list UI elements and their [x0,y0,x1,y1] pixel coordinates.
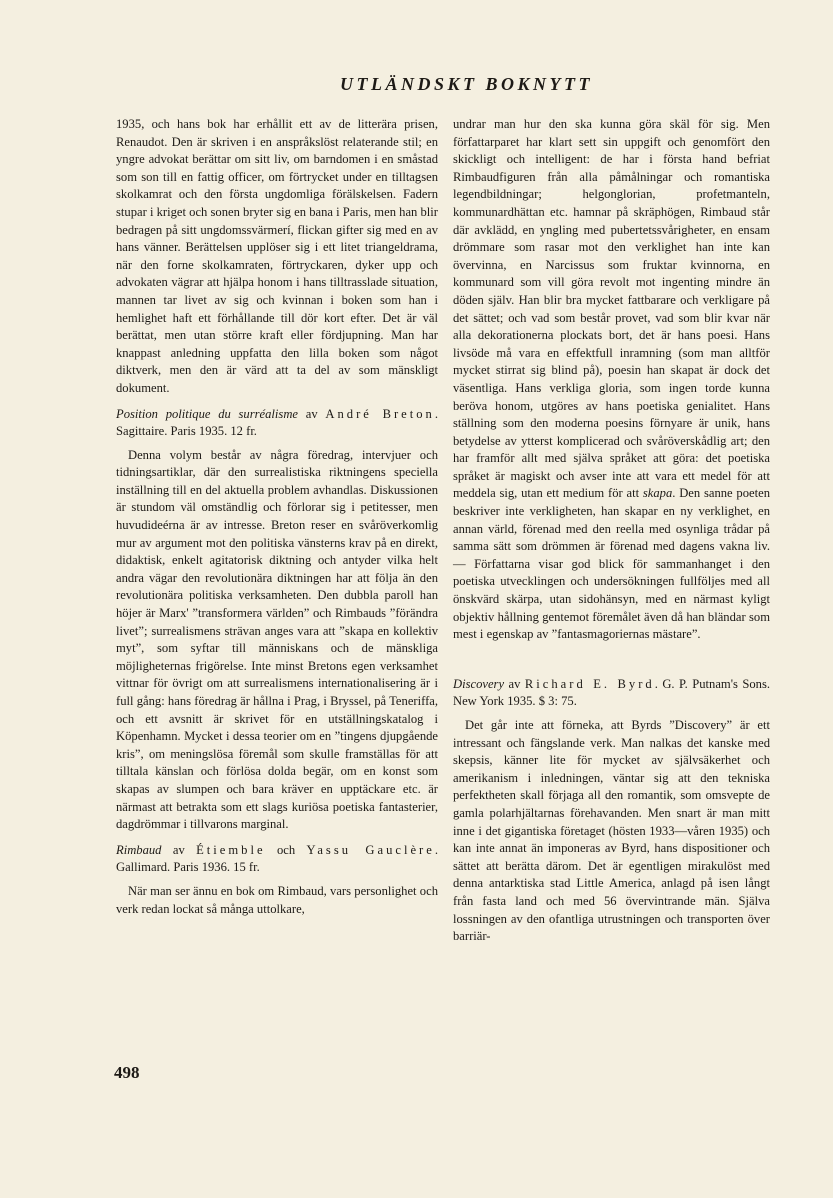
book-author: Étiemble [196,842,266,857]
publication-info: . Gallimard. Paris 1936. 15 fr. [116,842,438,875]
emphasized-word: skapa [642,486,673,501]
heading-connector: av [161,842,197,857]
book-title: Discovery [453,676,505,691]
review-heading-rimbaud [116,842,438,877]
review-paragraph [453,116,770,644]
publication-info: . G. P. Putnam's Sons. New York 1935. $ 3: 75. [453,676,770,709]
book-author: André Breton [325,406,435,421]
review-paragraph: När man ser ännu en bok om Rimbaud, vars personlighet och verk redan lockat så många uttolkare, [116,883,438,916]
publication-info: . Sagittaire. Paris 1935. 12 fr. [116,406,439,439]
book-title: Position politique du surréalisme [116,406,299,421]
review-paragraph: Denna volym består av några föredrag, intervjuer och tidningsartiklar, där den surrealistiska riktningens speciella inställning till en del aktuella problem avhandlas. Diskussionen är stundom väl omständlig och förlorar sig i petitesser, men huvudideérna är av intresse. Breton reser en svåröverkomlig mur av argument mot den politiska vänsterns krav på en direkt, didaktisk, enkelt agitatorisk diktning och antyder vilka helt andra vägar den revolutionära diktningen har att följa än den revolutionära politiska verksamheten. Den dubbla paroll han höjer är Marx' ”transformera världen” och Rimbauds ”förändra livet”; surrealismens strävan anges vara att ”skapa en kollektiv myt”, som syftar till människans och de mänskliga möjligheternas frigörelse. Inte minst Bretons egen verksamhet vittnar för övrigt om att surrealismens internationalisering är i full gång: hans föredrag är hållna i Prag, i Bryssel, på Teneriffa, och ett avsnitt är skrivet för en utställningskatalog i Köpenhamn. Mycket i dessa teorier om en ”tingens djupgående kris”, om meningslösa föremål som skulle framställas för att tilltala känslan och förlösa dolda begär, om en konst som skapas av slumpen och bara kräver en upptäckare etc. är närmast att betrakta som ett slags kuriösa poetiska fantasterier, dagdrömmar i tillvarons marginal. [116,447,438,832]
book-author: Yassu Gauclère [306,842,435,857]
right-column [453,116,770,946]
heading-connector: och [265,842,307,857]
book-title: Rimbaud [116,842,162,857]
review-heading-breton [116,406,438,441]
section-gap [453,644,770,668]
heading-connector: av [504,676,525,691]
running-header: UTLÄNDSKT BOKNYTT [340,74,593,94]
paragraph-text: . Den sanne poeten beskriver inte verkligheten, han skapar en ny verklighet, en annan värld, förenad med den reella med osynliga trådar på samma sätt som drömmen är förenad med dagens vakna liv. — Författarna visar god blick för sammanhanget i den poetiska utvecklingen och undersökningen fullföljes med all önskvärd skärpa, utan sidohänsyn, med en närmast kyligt objektiv hållning gentemot föremålet även då han bländar som mest i egenskap av ”fantasmagoriernas mästare”. [453,486,770,642]
heading-connector: av [298,406,326,421]
page-number: 498 [114,1063,140,1082]
review-paragraph: Det går inte att förneka, att Byrds ”Discovery” är ett intressant och fängslande verk. Man nalkas det kanske med skepsis, känner lite för mycket av självsäkerhet och amerikanism i inledningen, väntar sig att den tekniska perfektheten skall förjaga all den romantik, som omsvepte de gamla polarhjältarnas förehavanden. Men snart är man mitt inne i det gigantiska företaget (hösten 1933—våren 1935) och kan inte annat än imponeras av Byrd, hans dispositioner och sättet att berätta därom. Det är egentligen mirakulöst med denna antarktiska stad Little America, anlagd på isen långt från fasta land och med 56 övervintrande män. Själva lossningen av den ofantliga utrustningen och transporten över barriär- [453,718,770,944]
book-author: Richard E. Byrd [524,676,655,691]
review-heading-byrd [453,676,770,711]
review-paragraph: 1935, och hans bok har erhållit ett av de litterära prisen, Renaudot. Den är skriven i en anspråkslöst relaterande stil; en yngre advokat berättar om sitt liv, om barndomen i en småstad som son till en fattig officer, om förtrycket under en tilltagsen skolkamrat och den första ungdomliga förälskelsen. Fadern stupar i kriget och sonen bryter sig en bana i Paris, men han blir bedragen på sitt ungdomssvärmerí, flickan gifter sig med en av hans vänner. Berättelsen upplöser sig i ett litet triangeldrama, när den forne skolkamraten, förtryckaren, dyker upp och advokaten vägrar att hjälpa honom i hans tilltrasslade situation, mannen tar livet av sig och kvinnan i boken som han i hemlighet haft ett förhållande till dör kort efter. Det är väl berättat, men utan större kraft eller fördjupning. Man har knappast anledning uppfatta den lilla boken som något diktverk, men den är värd att ta del av som mänskligt dokument. [116,117,438,395]
paragraph-text: undrar man hur den ska kunna göra skäl för sig. Men författarparet har klart sett sin uppgift och genomfört den skickligt och intelligent: de har i första hand befriat Rimbaudfiguren från alla påmålningar och romantiska legendbildningar; helgonglorian, profetmanteln, kommunardhättan etc. hamnar på skräphögen, Rimbaud står där avklädd, en yngling med pubertetssvårigheter, en ensam drömmare som rasar mot den verklighet han inte kan övervinna, en Narcissus som fruktar kvinnorna, en kommunard som vill göra revolt mot ingenting mindre än döden själv. Han blir bra mycket fattbarare och verkligare på det sättet; och vad som består provet, vad som blir kvar när alla dekorationerna plockats bort, det är hans poesi. Hans livsöde må vara en effektfull inramning (som man alltför mycket stirrat sig blind på), poesin han skapat är dock det väsentliga. Hans verkliga gloria, som ingen torde kunna beröva honom, utgöres av hans poetiska genialitet. Hans ställning som den moderna poesins förnyare är unik, hans betydelse av ytterst komplicerad och svåröverskådlig art; den har framför allt med själva språket att göra: det poetiska språket är magiskt och avser inte att vara ett medel för att meddela sig, utan ett medium för att [453,117,770,501]
left-column [116,116,438,918]
